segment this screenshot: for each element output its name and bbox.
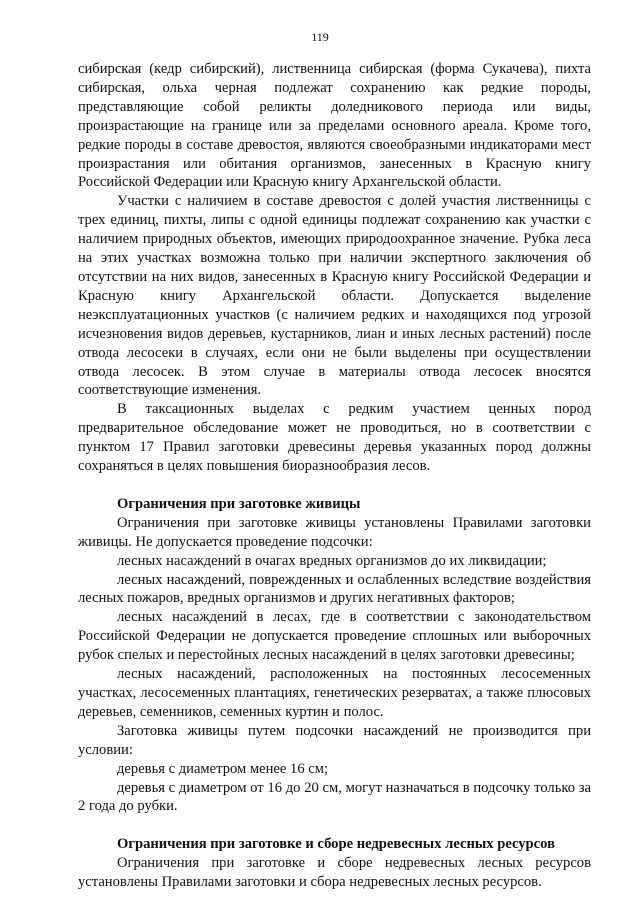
- list-item: деревья с диаметром менее 16 см;: [117, 760, 329, 777]
- paragraph: сибирская (кедр сибирский), лиственница сибирская (форма Сукачева), пихта сибирская, ольха черная подлежат сохранению как редкие породы, представляющие собой реликты доледникового периода или виды, произрастающие на границе или за пределами основного ареала. Кроме того, редкие породы в составе древостоя, являются своеобразными индикаторами мест произрастания или обитания организмов, занесенных в Красную книгу Российской Федерации или Красную книгу Архангельской области.: [78, 61, 591, 191]
- paragraph: Ограничения при заготовке и сборе недревесных лесных ресурсов установлены Правилами заготовки и сбора недревесных лесных ресурсов.: [78, 855, 591, 891]
- spacer: [78, 816, 591, 835]
- paragraph: Ограничения при заготовке живицы установлены Правилами заготовки живицы. Не допускается проведение подсочки:: [78, 514, 591, 550]
- list-item: лесных насаждений в лесах, где в соответствии с законодательством Российской Федерации не допускается проведение сплошных или выборочных рубок спелых и перестойных лесных насаждений в целях заготовки древесины;: [78, 609, 591, 664]
- section-heading-nontimber: Ограничения при заготовке и сборе недревесных лесных ресурсов: [117, 836, 555, 853]
- list-item: лесных насаждений, поврежденных и ослабленных вследствие воздействия лесных пожаров, вредных организмов и других негативных факторов;: [78, 571, 591, 607]
- paragraph: В таксационных выделах с редким участием ценных пород предварительное обследование может не проводиться, но в соответствии с пунктом 17 Правил заготовки древесины деревья указанных пород должны сохраняться в целях повышения биоразнообразия лесов.: [78, 401, 591, 475]
- list-item: деревья с диаметром от 16 до 20 см, могут назначаться в подсочку только за 2 года до рубки.: [78, 779, 591, 815]
- paragraph: Участки с наличием в составе древостоя с долей участия лиственницы с трех единиц, пихты, липы с одной единицы подлежат сохранению как участки с наличием природных объектов, имеющих природоохранное значение. Рубка леса на этих участках возможна только при наличии экспертного заключения об отсутствии на них видов, занесенных в Красную книгу Российской Федерации и Красную книгу Архангельской области. Допускается выделение неэксплуатационных участков (с наличием редких и находящихся под угрозой исчезновения видов деревьев, кустарников, лиан и иных лесных растений) после отвода лесосеки в случаях, если они не были выделены при осуществлении отвода лесосек. В этом случае в материалы отвода лесосек вносятся соответствующие изменения.: [78, 193, 591, 399]
- document-body: [78, 60, 591, 892]
- list-item: лесных насаждений, расположенных на постоянных лесосеменных участках, лесосеменных плантациях, генетических резерватах, а также плюсовых деревьев, семенников, семенных куртин и полос.: [78, 666, 591, 720]
- section-heading-resin: Ограничения при заготовке живицы: [117, 495, 361, 512]
- spacer: [78, 476, 591, 495]
- list-item: лесных насаждений в очагах вредных организмов до их ликвидации;: [117, 552, 547, 569]
- paragraph: Заготовка живицы путем подсочки насаждений не производится при условии:: [78, 722, 591, 758]
- page-number: 119: [311, 30, 329, 44]
